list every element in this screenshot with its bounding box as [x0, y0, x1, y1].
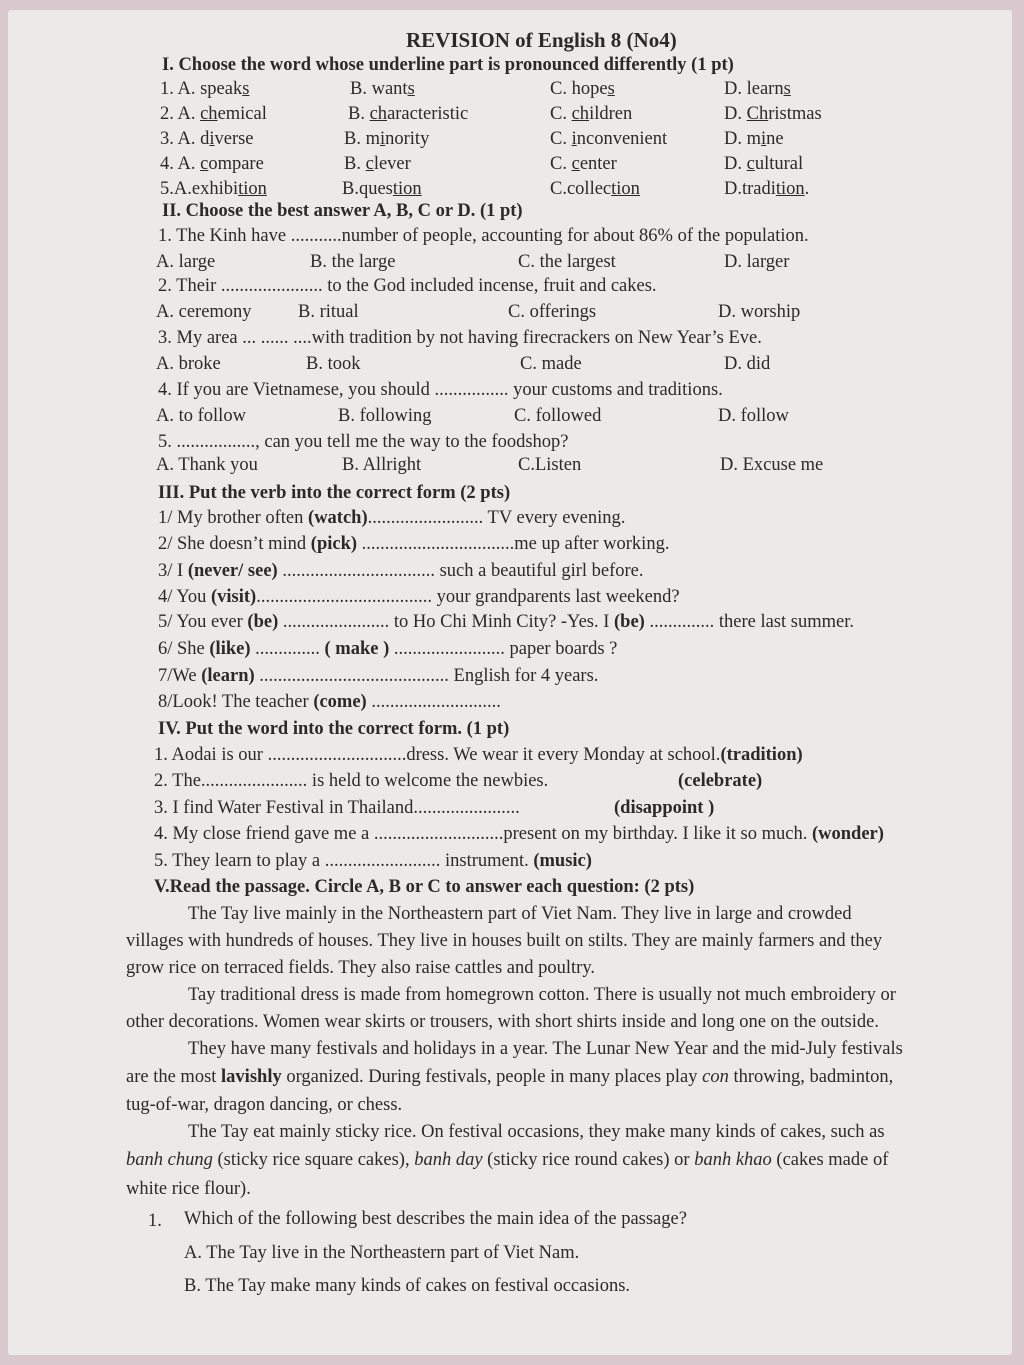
passage-line: villages with hundreds of houses. They live in houses built on stilts. They are mainly farmers and they [126, 931, 883, 951]
phonetic-option [550, 180, 640, 199]
verb-item [158, 693, 501, 712]
option-text: verse [214, 129, 254, 149]
phonetic-option [550, 155, 617, 174]
option-text: C.collec [550, 179, 612, 199]
option: B. ritual [298, 302, 359, 322]
underlined-part: tion [238, 179, 267, 199]
item-text: ......................... TV every evening. [367, 508, 626, 528]
bold-word: lavishly [221, 1067, 282, 1087]
phonetic-option [348, 105, 468, 124]
option-text: D. [724, 154, 747, 174]
phonetic-option [160, 80, 249, 99]
question: 2. Their ...................... to the God included incense, fruit and cakes. [158, 276, 657, 296]
passage-line [126, 1068, 893, 1087]
verb-hint: (pick) [310, 534, 358, 554]
option: C.Listen [518, 455, 582, 475]
option-text: B. m [344, 129, 380, 149]
option-text: B. [344, 154, 366, 174]
underlined-part: s [407, 79, 415, 99]
option: C. offerings [508, 302, 597, 322]
option: A. broke [156, 354, 221, 374]
item-text: 3/ I [158, 561, 188, 581]
verb-item [158, 588, 680, 607]
option: D. did [724, 354, 771, 374]
option-text: ristmas [768, 104, 822, 124]
option-text: nority [385, 129, 430, 149]
passage-line [126, 1151, 888, 1170]
underlined-part: s [607, 79, 615, 99]
question-text: 4. My close friend gave me a ............................present on my birthday. I like it so much. [154, 824, 808, 844]
italic-word: con [702, 1067, 729, 1087]
underlined-part: c [200, 154, 209, 174]
item-text: .................................me up after working. [357, 534, 670, 554]
option-text: D. [724, 104, 747, 124]
item-text: ................................. such a beautiful girl before. [277, 561, 644, 581]
phonetic-option [724, 130, 784, 149]
word-hint: (disappoint ) [614, 798, 715, 818]
option: A. large [156, 252, 216, 272]
option: D. worship [718, 302, 801, 322]
option-text: B. want [350, 79, 408, 99]
item-text: .............. there last summer. [644, 612, 854, 632]
item-text: ............................ [366, 692, 501, 712]
option-text: nconvenient [576, 129, 668, 149]
option[interactable]: B. The Tay make many kinds of cakes on festival occasions. [184, 1276, 631, 1296]
underlined-part: ch [571, 104, 590, 124]
text: (sticky rice square cakes), [212, 1150, 415, 1170]
phonetic-option [160, 130, 254, 149]
verb-hint: (be) [247, 612, 279, 632]
question: 1. The Kinh have ...........number of people, accounting for about 86% of the population. [158, 226, 809, 246]
question: 5. ................., can you tell me the way to the foodshop? [158, 432, 569, 452]
question [154, 852, 592, 871]
option-text: enter [579, 154, 617, 174]
text: (sticky rice round cakes) or [482, 1150, 695, 1170]
passage-line: The Tay eat mainly sticky rice. On festival occasions, they make many kinds of cakes, such as [188, 1122, 885, 1142]
section-4-heading: IV. Put the word into the correct form. (1 pt) [158, 719, 510, 739]
option: A. to follow [156, 406, 246, 426]
underlined-part: tion [611, 179, 640, 199]
passage-line: white rice flour). [126, 1179, 251, 1199]
phonetic-option [724, 155, 803, 174]
option-text: 3. A. d [160, 129, 210, 149]
option-text: lever [373, 154, 411, 174]
option: B. following [338, 406, 432, 426]
option-text: C. [550, 154, 572, 174]
section-5-heading: V.Read the passage. Circle A, B or C to answer each question: (2 pts) [154, 877, 695, 897]
option: B. the large [310, 252, 396, 272]
underlined-part: c [571, 154, 580, 174]
option-text: C. [550, 129, 572, 149]
verb-item [158, 535, 669, 554]
phonetic-option [724, 105, 822, 124]
item-text: 2/ She doesn’t mind [158, 534, 311, 554]
option-text: D. learn [724, 79, 784, 99]
phonetic-option [724, 80, 791, 99]
verb-hint: (never/ see) [187, 561, 278, 581]
option-text: C. [550, 104, 572, 124]
item-text: ......................................... English for 4 years. [254, 666, 599, 686]
text: are the most [126, 1067, 222, 1087]
option-text: emical [217, 104, 267, 124]
passage-line: They have many festivals and holidays in a year. The Lunar New Year and the mid-July festivals [188, 1039, 903, 1059]
option: D. larger [724, 252, 790, 272]
underlined-part: ch [369, 104, 388, 124]
verb-hint: (learn) [201, 666, 255, 686]
option: D. Excuse me [720, 455, 824, 475]
passage-line: grow rice on terraced fields. They also raise cattles and poultry. [126, 958, 596, 978]
text: (cakes made of [771, 1150, 889, 1170]
text: organized. During festivals, people in many places play [281, 1067, 703, 1087]
word-hint: (music) [533, 851, 592, 871]
question: Which of the following best describes the main idea of the passage? [184, 1209, 687, 1229]
exam-sheet [8, 10, 1012, 1355]
verb-hint: (like) [209, 639, 251, 659]
phonetic-option [344, 155, 411, 174]
verb-item [158, 562, 644, 581]
option-text: 4. A. [160, 154, 201, 174]
question: 2. The....................... is held to welcome the newbies. [154, 771, 549, 791]
phonetic-option [344, 130, 429, 149]
phonetic-option [160, 155, 264, 174]
option: B. took [306, 354, 361, 374]
underlined-part: i [379, 129, 386, 149]
question [154, 746, 803, 765]
option: A. ceremony [156, 302, 252, 322]
verb-hint: ( make ) [324, 639, 390, 659]
question-text: 5. They learn to play a ......................... instrument. [154, 851, 529, 871]
option-text: aracteristic [387, 104, 469, 124]
option: C. followed [514, 406, 602, 426]
verb-item [158, 667, 598, 686]
section-2-heading: II. Choose the best answer A, B, C or D. (1 pt) [162, 201, 523, 221]
option-text: ultural [754, 154, 804, 174]
item-text: 6/ She [158, 639, 210, 659]
item-text: 5/ You ever [158, 612, 248, 632]
option-text: D.tradi [724, 179, 776, 199]
verb-item [158, 640, 617, 659]
underlined-part: i [761, 129, 767, 149]
item-text: 1/ My brother often [158, 508, 309, 528]
passage-line: The Tay live mainly in the Northeastern part of Viet Nam. They live in large and crowded [188, 904, 852, 924]
question-text: 1. Aodai is our ..............................dress. We wear it every Monday at school. [154, 745, 721, 765]
option-text: . [804, 179, 810, 199]
option: A. Thank you [156, 455, 258, 475]
italic-word: banh day [414, 1150, 483, 1170]
italic-word: banh khao [694, 1150, 772, 1170]
underlined-part: Ch [746, 104, 769, 124]
question: 3. I find Water Festival in Thailand....................... [154, 798, 520, 818]
underlined-part: i [571, 129, 577, 149]
verb-hint: (be) [614, 612, 645, 632]
italic-word: banh chung [126, 1150, 213, 1170]
word-hint: (wonder) [812, 824, 884, 844]
option-text: ne [766, 129, 784, 149]
underlined-part: i [209, 129, 215, 149]
underlined-part: ch [200, 104, 218, 124]
passage-line: Tay traditional dress is made from homegrown cotton. There is usually not much embroidery or [188, 985, 896, 1005]
phonetic-option [160, 180, 267, 199]
option: D. follow [718, 406, 789, 426]
option-text: 1. A. speak [160, 79, 243, 99]
phonetic-option [350, 80, 415, 99]
passage-line: tug-of-war, dragon dancing, or chess. [126, 1095, 403, 1115]
item-text: 4/ You [158, 587, 211, 607]
question: 3. My area ... ...... ....with tradition by not having firecrackers on New Year’s Eve. [158, 328, 762, 348]
phonetic-option [550, 130, 667, 149]
item-text: 7/We [158, 666, 202, 686]
item-text: ....................... to Ho Chi Minh City? -Yes. I [278, 612, 615, 632]
passage-line: other decorations. Women wear skirts or trousers, with short shirts inside and long one on the outside. [126, 1012, 879, 1032]
verb-item [158, 613, 854, 632]
underlined-part: c [746, 154, 755, 174]
phonetic-option [550, 80, 615, 99]
option: B. Allright [342, 455, 422, 475]
section-3-heading: III. Put the verb into the correct form (2 pts) [158, 483, 511, 503]
item-text: 8/Look! The teacher [158, 692, 314, 712]
option-text: B. [348, 104, 370, 124]
underlined-part: s [783, 79, 791, 99]
option-text: 2. A. [160, 104, 201, 124]
option-text: ompare [208, 154, 264, 174]
section-1-heading: I. Choose the word whose underline part is pronounced differently (1 pt) [162, 55, 734, 75]
page-title: REVISION of English 8 (No4) [406, 28, 677, 52]
underlined-part: tion [392, 179, 422, 199]
underlined-part: tion [775, 179, 805, 199]
underlined-part: c [365, 154, 374, 174]
text: throwing, badminton, [728, 1067, 894, 1087]
item-text: .............. [250, 639, 325, 659]
option[interactable]: A. The Tay live in the Northeastern part of Viet Nam. [184, 1243, 580, 1263]
question-number: 1. [148, 1211, 162, 1231]
verb-hint: (come) [313, 692, 367, 712]
item-text: ...................................... your grandparents last weekend? [256, 587, 680, 607]
item-text: ........................ paper boards ? [389, 639, 618, 659]
option-text: C. hope [550, 79, 608, 99]
option: C. made [520, 354, 582, 374]
underlined-part: s [242, 79, 250, 99]
phonetic-option [550, 105, 632, 124]
option-text: 5.A.exhibi [160, 179, 239, 199]
word-hint: (tradition) [720, 745, 803, 765]
word-hint: (celebrate) [678, 771, 763, 791]
phonetic-option [160, 105, 267, 124]
option-text: B.ques [342, 179, 393, 199]
option-text: D. m [724, 129, 761, 149]
verb-hint: (watch) [308, 508, 368, 528]
question [154, 825, 884, 844]
option: C. the largest [518, 252, 616, 272]
verb-hint: (visit) [210, 587, 257, 607]
phonetic-option [724, 180, 809, 199]
question: 4. If you are Vietnamese, you should ................ your customs and traditions. [158, 380, 723, 400]
verb-item [158, 509, 625, 528]
option-text: ildren [589, 104, 633, 124]
phonetic-option [342, 180, 422, 199]
